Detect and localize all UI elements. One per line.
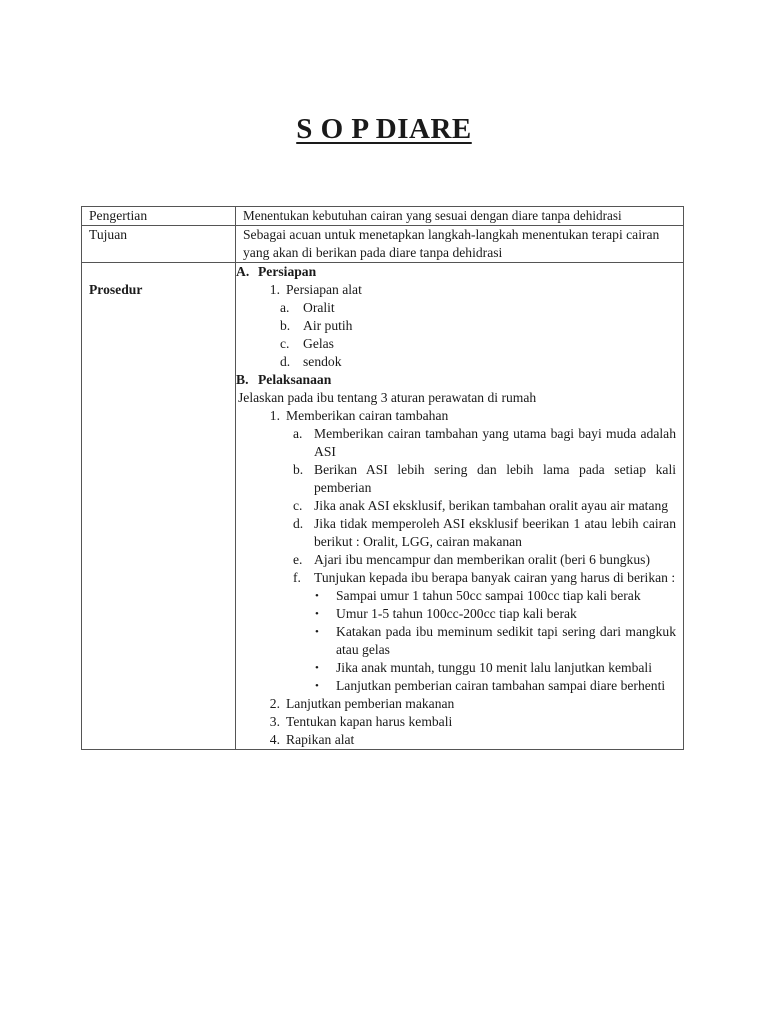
section-heading: Pelaksanaan	[258, 372, 332, 387]
list-marker: e.	[293, 552, 303, 567]
list-text: Oralit	[303, 300, 335, 315]
list-marker: 1.	[269, 408, 280, 423]
list-marker: •	[315, 680, 319, 692]
list-text: sendok	[303, 354, 342, 369]
list-marker: 4.	[269, 732, 280, 747]
cairan-sub-list	[236, 425, 676, 587]
list-marker: b.	[293, 462, 304, 477]
list-marker: 3.	[269, 714, 280, 729]
list-marker: b.	[280, 318, 291, 333]
list-text: Tunjukan kepada ibu berapa banyak cairan yang harus di berikan :	[314, 570, 676, 585]
list-marker: c.	[280, 336, 290, 351]
list-item	[236, 353, 676, 371]
alat-list	[236, 299, 676, 371]
list-marker: •	[315, 590, 319, 602]
list-marker: 1.	[269, 282, 280, 297]
cairan-bullet-list	[236, 587, 676, 695]
list-item	[236, 515, 676, 551]
list-item	[236, 407, 676, 425]
list-marker: a.	[293, 426, 303, 441]
list-marker: d.	[293, 516, 304, 531]
list-text: Tentukan kapan harus kembali	[286, 714, 453, 729]
list-item	[236, 587, 676, 605]
tujuan-value: Sebagai acuan untuk menetapkan langkah-langkah menentukan terapi cairan yang akan di berikan pada diare tanpa dehidrasi	[236, 226, 684, 263]
table-row-prosedur	[82, 263, 684, 750]
sop-table	[81, 206, 684, 750]
list-marker: 2.	[269, 696, 280, 711]
table-row-pengertian	[82, 207, 684, 226]
list-item	[236, 695, 676, 713]
list-marker: •	[315, 662, 319, 674]
list-text: Air putih	[303, 318, 353, 333]
prosedur-content	[236, 263, 684, 750]
list-text: Sampai umur 1 tahun 50cc sampai 100cc tiap kali berak	[336, 588, 641, 603]
steps-list	[236, 695, 676, 749]
list-text: Memberikan cairan tambahan yang utama bagi bayi muda adalah ASI	[314, 426, 676, 459]
list-item	[236, 659, 676, 677]
list-text: Berikan ASI lebih sering dan lebih lama pada setiap kali pemberian	[314, 462, 676, 495]
list-item	[236, 299, 676, 317]
section-marker: A.	[236, 264, 250, 279]
list-marker: a.	[280, 300, 290, 315]
list-marker: d.	[280, 354, 291, 369]
pengertian-value: Menentukan kebutuhan cairan yang sesuai dengan diare tanpa dehidrasi	[236, 207, 684, 226]
list-item	[236, 281, 676, 299]
list-item	[236, 551, 676, 569]
list-item	[236, 731, 676, 749]
section-marker: B.	[236, 372, 249, 387]
list-text: Gelas	[303, 336, 334, 351]
table-row-tujuan	[82, 226, 684, 263]
pelaksanaan-intro: Jelaskan pada ibu tentang 3 aturan perawatan di rumah	[238, 390, 537, 405]
list-item	[236, 335, 676, 353]
list-marker: •	[315, 626, 319, 638]
pengertian-label: Pengertian	[82, 207, 236, 226]
list-item	[236, 677, 676, 695]
list-text: Jika anak muntah, tunggu 10 menit lalu lanjutkan kembali	[336, 660, 652, 675]
list-item	[236, 461, 676, 497]
list-item	[236, 317, 676, 335]
section-persiapan	[236, 263, 676, 281]
list-text: Memberikan cairan tambahan	[286, 408, 449, 423]
list-text: Jika anak ASI eksklusif, berikan tambahan oralit ayau air matang	[314, 498, 669, 513]
page-title: S O P DIARE	[296, 113, 472, 145]
list-text: Lanjutkan pemberian cairan tambahan sampai diare berhenti	[336, 678, 666, 693]
list-text: Umur 1-5 tahun 100cc-200cc tiap kali berak	[336, 606, 577, 621]
list-text: Lanjutkan pemberian makanan	[286, 696, 455, 711]
tujuan-label: Tujuan	[82, 226, 236, 263]
section-heading: Persiapan	[258, 264, 317, 279]
list-marker: f.	[293, 570, 301, 585]
list-marker: c.	[293, 498, 303, 513]
list-text: Rapikan alat	[286, 732, 355, 747]
list-item	[236, 713, 676, 731]
list-item	[236, 497, 676, 515]
prosedur-label: Prosedur	[82, 263, 236, 750]
list-text: Katakan pada ibu meminum sedikit tapi sering dari mangkuk atau gelas	[336, 624, 676, 657]
list-item	[236, 425, 676, 461]
list-text: Jika tidak memperoleh ASI eksklusif beerikan 1 atau lebih cairan berikut : Oralit, LGG, cairan makanan	[314, 516, 676, 549]
list-item	[236, 569, 676, 587]
list-text: Persiapan alat	[286, 282, 362, 297]
section-pelaksanaan	[236, 371, 676, 389]
list-item	[236, 623, 676, 659]
list-text: Ajari ibu mencampur dan memberikan oralit (beri 6 bungkus)	[314, 552, 650, 567]
list-marker: •	[315, 608, 319, 620]
list-item	[236, 605, 676, 623]
